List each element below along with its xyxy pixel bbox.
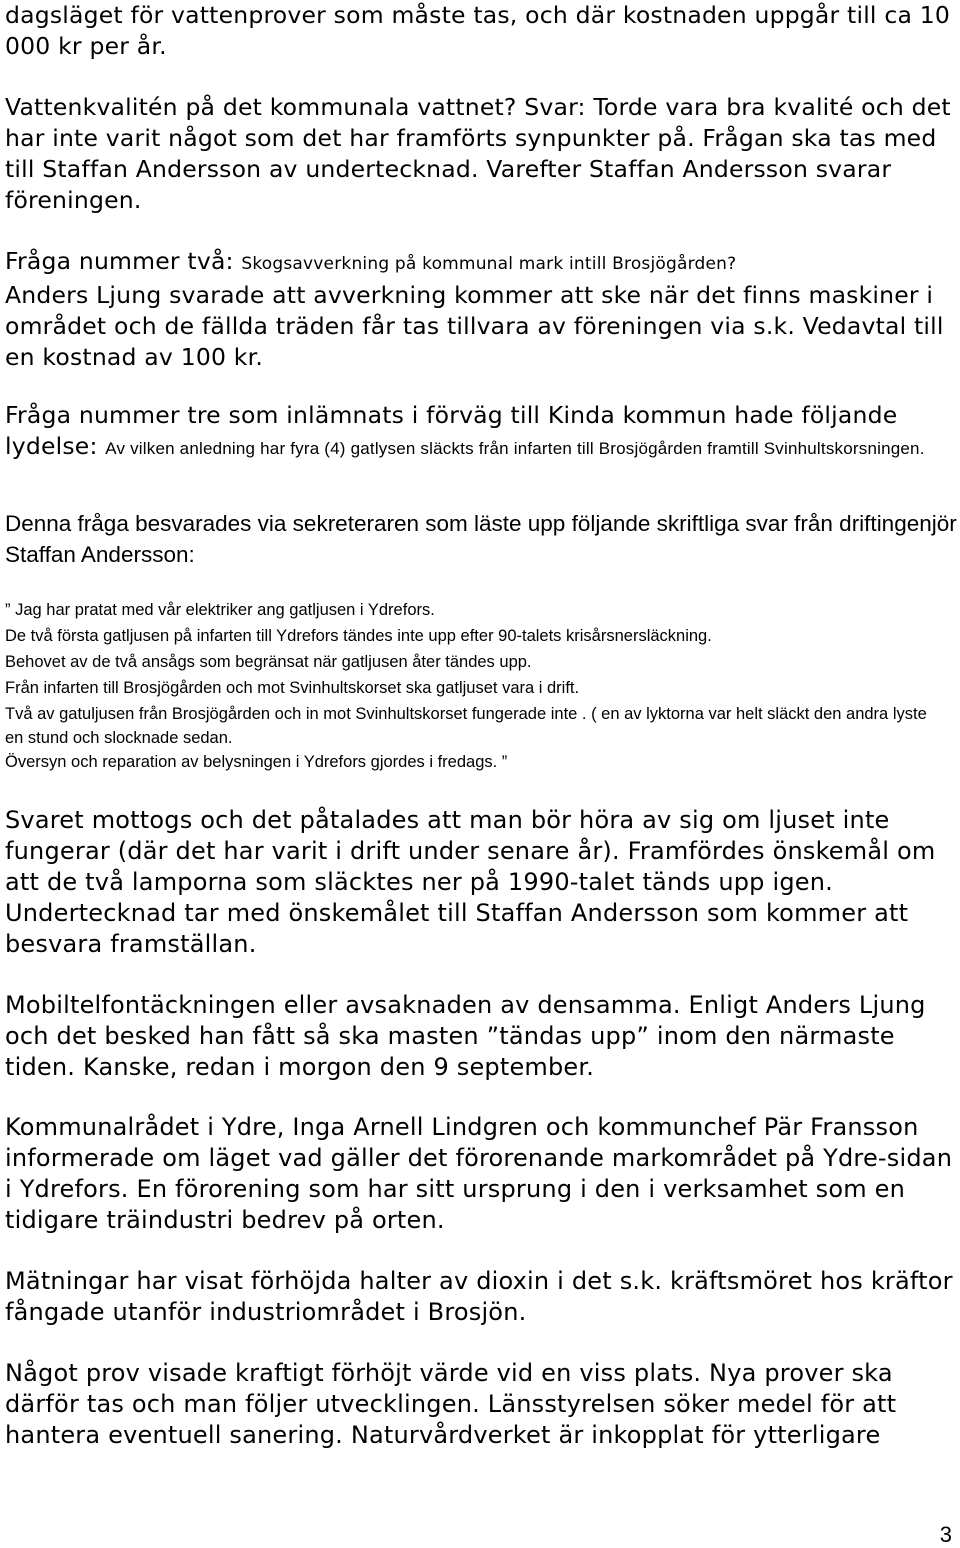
question-three-lead: Fråga nummer tre som inlämnats i förväg till Kinda kommun hade följande lydelse: xyxy=(5,401,898,460)
letter-line-3: Behovet av de två ansågs som begränsat när gatljusen åter tändes upp. xyxy=(5,653,532,671)
paragraph-mobil: Mobiltelfontäckningen eller avsaknaden av densamma. Enligt Anders Ljung och det besked han fått så ska masten ”tändas upp” inom den närmaste tiden. Kanske, redan i morgon den 9 september. xyxy=(5,991,926,1081)
paragraph-vattenkvalitet: Vattenkvalitén på det kommunala vattnet? Svar: Torde vara bra kvalité och det har inte varit något som det har framförts synpunkter på. Frågan ska tas med till Staffan Andersson av undertecknad. Varefter Staffan Andersson svarar föreningen. xyxy=(5,93,951,214)
letter-line-2: De två första gatljusen på infarten till Ydrefors tändes inte upp efter 90-talets krisårsnersläckning. xyxy=(5,627,712,645)
paragraph-denna: Denna fråga besvarades via sekreteraren som läste upp följande skriftliga svar från driftingenjör Staffan Andersson: xyxy=(5,511,957,567)
paragraph-nagot: Något prov visade kraftigt förhöjt värde vid en viss plats. Nya prover ska därför tas och man följer utvecklingen. Länsstyrelsen söker medel för att hantera eventuell sanering. Naturvårdverket är inkopplat för ytterligare xyxy=(5,1359,897,1449)
letter-line-5: Två av gatuljusen från Brosjögården och in mot Svinhultskorset fungerade inte . ( en av lyktorna var helt släckt den andra lyste en stund och slocknade sedan. xyxy=(5,705,927,747)
page-number: 3 xyxy=(939,1522,952,1547)
letter-line-6: Översyn och reparation av belysningen i Ydrefors gjordes i fredags. ” xyxy=(5,753,508,771)
paragraph-svaret: Svaret mottogs och det påtalades att man bör höra av sig om ljuset inte fungerar (där det har varit i drift under senare år). Framfördes önskemål om att de två lamporna som släcktes ner på 1990-talet tänds upp igen. Undertecknad tar med önskemålet till Staffan Andersson som kommer att besvara framställan. xyxy=(5,806,936,958)
paragraph-intro: dagsläget för vattenprover som måste tas, och där kostnaden uppgår till ca 10 000 kr per år. xyxy=(5,1,951,60)
letter-quote xyxy=(5,598,960,774)
question-three-text: Av vilken anledning har fyra (4) gatlysen släckts från infarten till Brosjögården framtill Svinhultskorsningen. xyxy=(105,439,925,458)
paragraph-question-three xyxy=(5,400,960,463)
paragraph-question-two xyxy=(5,246,960,373)
letter-line-4: Från infarten till Brosjögården och mot Svinhultskorset ska gatljuset vara i drift. xyxy=(5,679,580,697)
question-two-text: Skogsavverkning på kommunal mark intill Brosjögården? xyxy=(241,254,737,274)
question-two-answer: Anders Ljung svarade att avverkning kommer att ske när det finns maskiner i området och de fällda träden får tas tillvara av föreningen via s.k. Vedavtal till en kostnad av 100 kr. xyxy=(5,281,944,371)
paragraph-kommunal: Kommunalrådet i Ydre, Inga Arnell Lindgren och kommunchef Pär Fransson informerade om läget vad gäller det förorenande markområdet på Ydre-sidan i Ydrefors. En förorening som har sitt ursprung i den i verksamhet som en tidigare träindustri bedrev på orten. xyxy=(5,1113,953,1234)
question-two-lead: Fråga nummer två: xyxy=(5,247,234,275)
letter-line-1: ” Jag har pratat med vår elektriker ang gatljusen i Ydrefors. xyxy=(5,601,435,619)
paragraph-matning: Mätningar har visat förhöjda halter av dioxin i det s.k. kräftsmöret hos kräftor fångade utanför industriområdet i Brosjön. xyxy=(5,1267,953,1326)
